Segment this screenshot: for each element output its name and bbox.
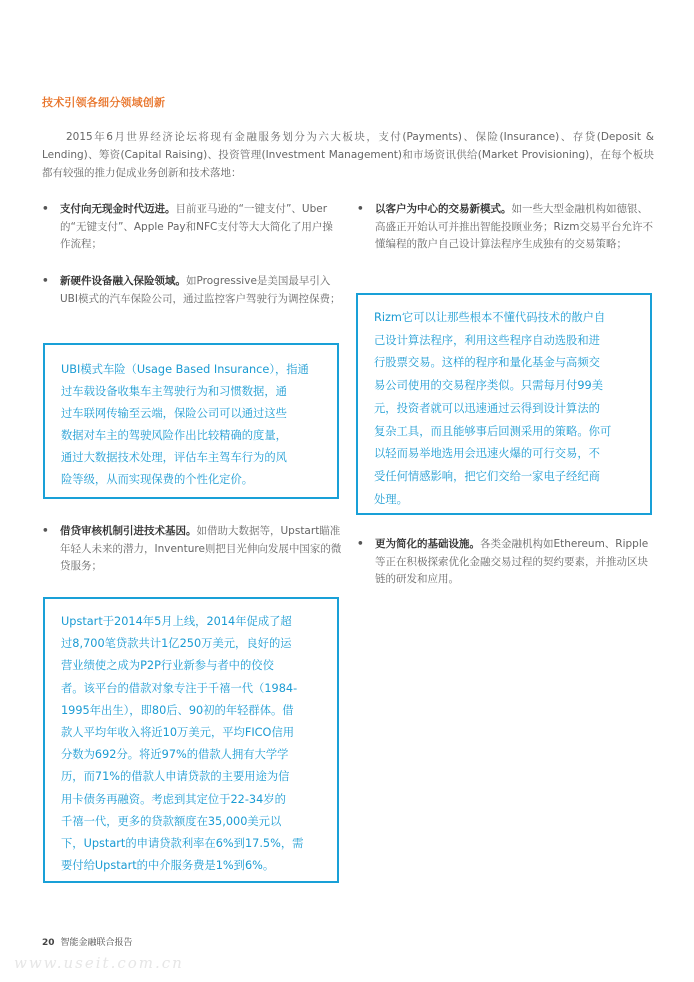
bullet-body: 各类金融机构如Ethereum、Ripple等正在积极探索优化金融交易过程的契约要素，并推动区块链的研发和应用。 [375,538,649,585]
intro-paragraph: 2015年6月世界经济论坛将现有金融服务划分为六大板块，支付(Payments)、保险(Insurance)、存贷(Deposit & Lending)、筹资(Capital Raising)、投资管理(Investment Management)和市场资讯供给(Market Provisioning)，在每个板块都有较强的推力促成业务创新和技术落地： [42,131,654,179]
upstart-line: 过8,700笔贷款共计1亿250万美元，良好的运 [61,637,292,651]
rizm-line: 处理。 [374,492,408,506]
ubi-line: 通过大数据技术处理，评估车主驾车行为的风 [61,451,287,464]
bullet-dot: • [42,275,49,287]
ubi-line: 险等级，从而实现保费的个性化定价。 [61,473,254,486]
rizm-line: Rizm它可以让那些根本不懂代码技术的散户自 [374,311,606,324]
page-footer [42,935,133,948]
report-title: 智能金融联合报告 [60,938,133,948]
upstart-line: Upstart于2014年5月上线，2014年促成了超 [61,615,292,628]
upstart-line: 用卡债务再融资。考虑到其定位于22-34岁的 [61,792,286,806]
bullet-dot: • [357,203,364,215]
upstart-line: 下，Upstart的申请贷款利率在6%到17.5%，需 [61,837,304,851]
ubi-callout-box [43,343,339,499]
upstart-line: 历，而71%的借款人申请贷款的主要用途为信 [61,770,290,784]
rizm-line: 以轻而易举地选用会迅速火爆的可行交易，不 [374,447,600,461]
upstart-line: 要付给Upstart的中介服务费是1%到6%。 [61,859,275,873]
rizm-line: 受任何情感影响，把它们交给一家电子经纪商 [374,469,600,483]
bullet-infrastructure [357,536,655,589]
bullet-body: 如Progressive是美国最早引入UBI模式的汽车保险公司，通过监控客户驾驶行为调控保费； [60,275,341,305]
bullet-dot: • [357,538,364,550]
rizm-line: 易公司使用的交易程序类似。只需每月付99美 [374,379,604,393]
upstart-line: 1995年出生），即80后、90初的年轻群体。借 [61,703,294,717]
upstart-line: 者。该平台的借款对象专注于千禧一代（1984- [61,681,298,695]
bullet-lead: 借贷审核机制引进技术基因。 [60,525,197,537]
section-heading: 技术引领各细分领域创新 [42,96,166,109]
bullet-lead: 更为简化的基础设施。 [375,538,480,550]
ubi-line: 数据对车主的驾驶风险作出比较精确的度量， [61,429,287,442]
rizm-line: 己设计算法程序，利用这些程序自动选股和进 [374,333,600,347]
upstart-line: 营业绩使之成为P2P行业新参与者中的佼佼 [61,659,274,673]
bullet-dot: • [42,525,49,537]
ubi-line: 过车载设备收集车主驾驶行为和习惯数据，通 [61,385,287,398]
ubi-line: 过车联网传输至云端，保险公司可以通过这些 [61,407,287,420]
bullet-body: 如借助大数据等，Upstart瞄准年轻人未来的潜力，Inventure则把目光伸向发展中国家的微贷服务； [60,525,342,572]
rizm-line: 行股票交易。这样的程序和量化基金与高频交 [374,356,600,370]
page-number: 20 [42,938,55,948]
bullet-dot: • [42,203,49,215]
bullet-payments [42,201,342,254]
bullet-lead: 新硬件设备融入保险领域。 [60,275,186,287]
rizm-callout-box [356,293,652,515]
upstart-line: 分数为692分。将近97%的借款人拥有大学学 [61,748,289,762]
rizm-line: 元，投资者就可以迅速通过云得到设计算法的 [374,401,600,415]
upstart-line: 款人平均年收入将近10万美元，平均FICO信用 [61,726,295,740]
upstart-line: 千禧一代，更多的贷款额度在35,000美元以 [61,814,282,828]
upstart-callout-box [43,597,339,883]
rizm-line: 复杂工具，而且能够事后回测采用的策略。你可 [374,424,612,438]
bullet-insurance [42,273,342,308]
bullet-body: 如一些大型金融机构如德银、高盛正开始认可并推出智能投顾业务；Rizm交易平台允许不懂编程的散户自己设计算法程序生成独有的交易策略； [375,203,653,250]
ubi-line: UBI模式车险（Usage Based Insurance），指通 [61,363,309,376]
bullet-lead: 以客户为中心的交易新模式。 [375,203,512,215]
bullet-lending [42,523,342,576]
bullet-body: 目前亚马逊的“一键支付”、Uber的“无键支付”、Apple Pay和NFC支付等大大简化了用户操作流程； [60,203,333,250]
bullet-lead: 支付向无现金时代迈进。 [60,203,176,215]
watermark: www.useit.com.cn [14,954,184,972]
bullet-trading [357,201,655,254]
